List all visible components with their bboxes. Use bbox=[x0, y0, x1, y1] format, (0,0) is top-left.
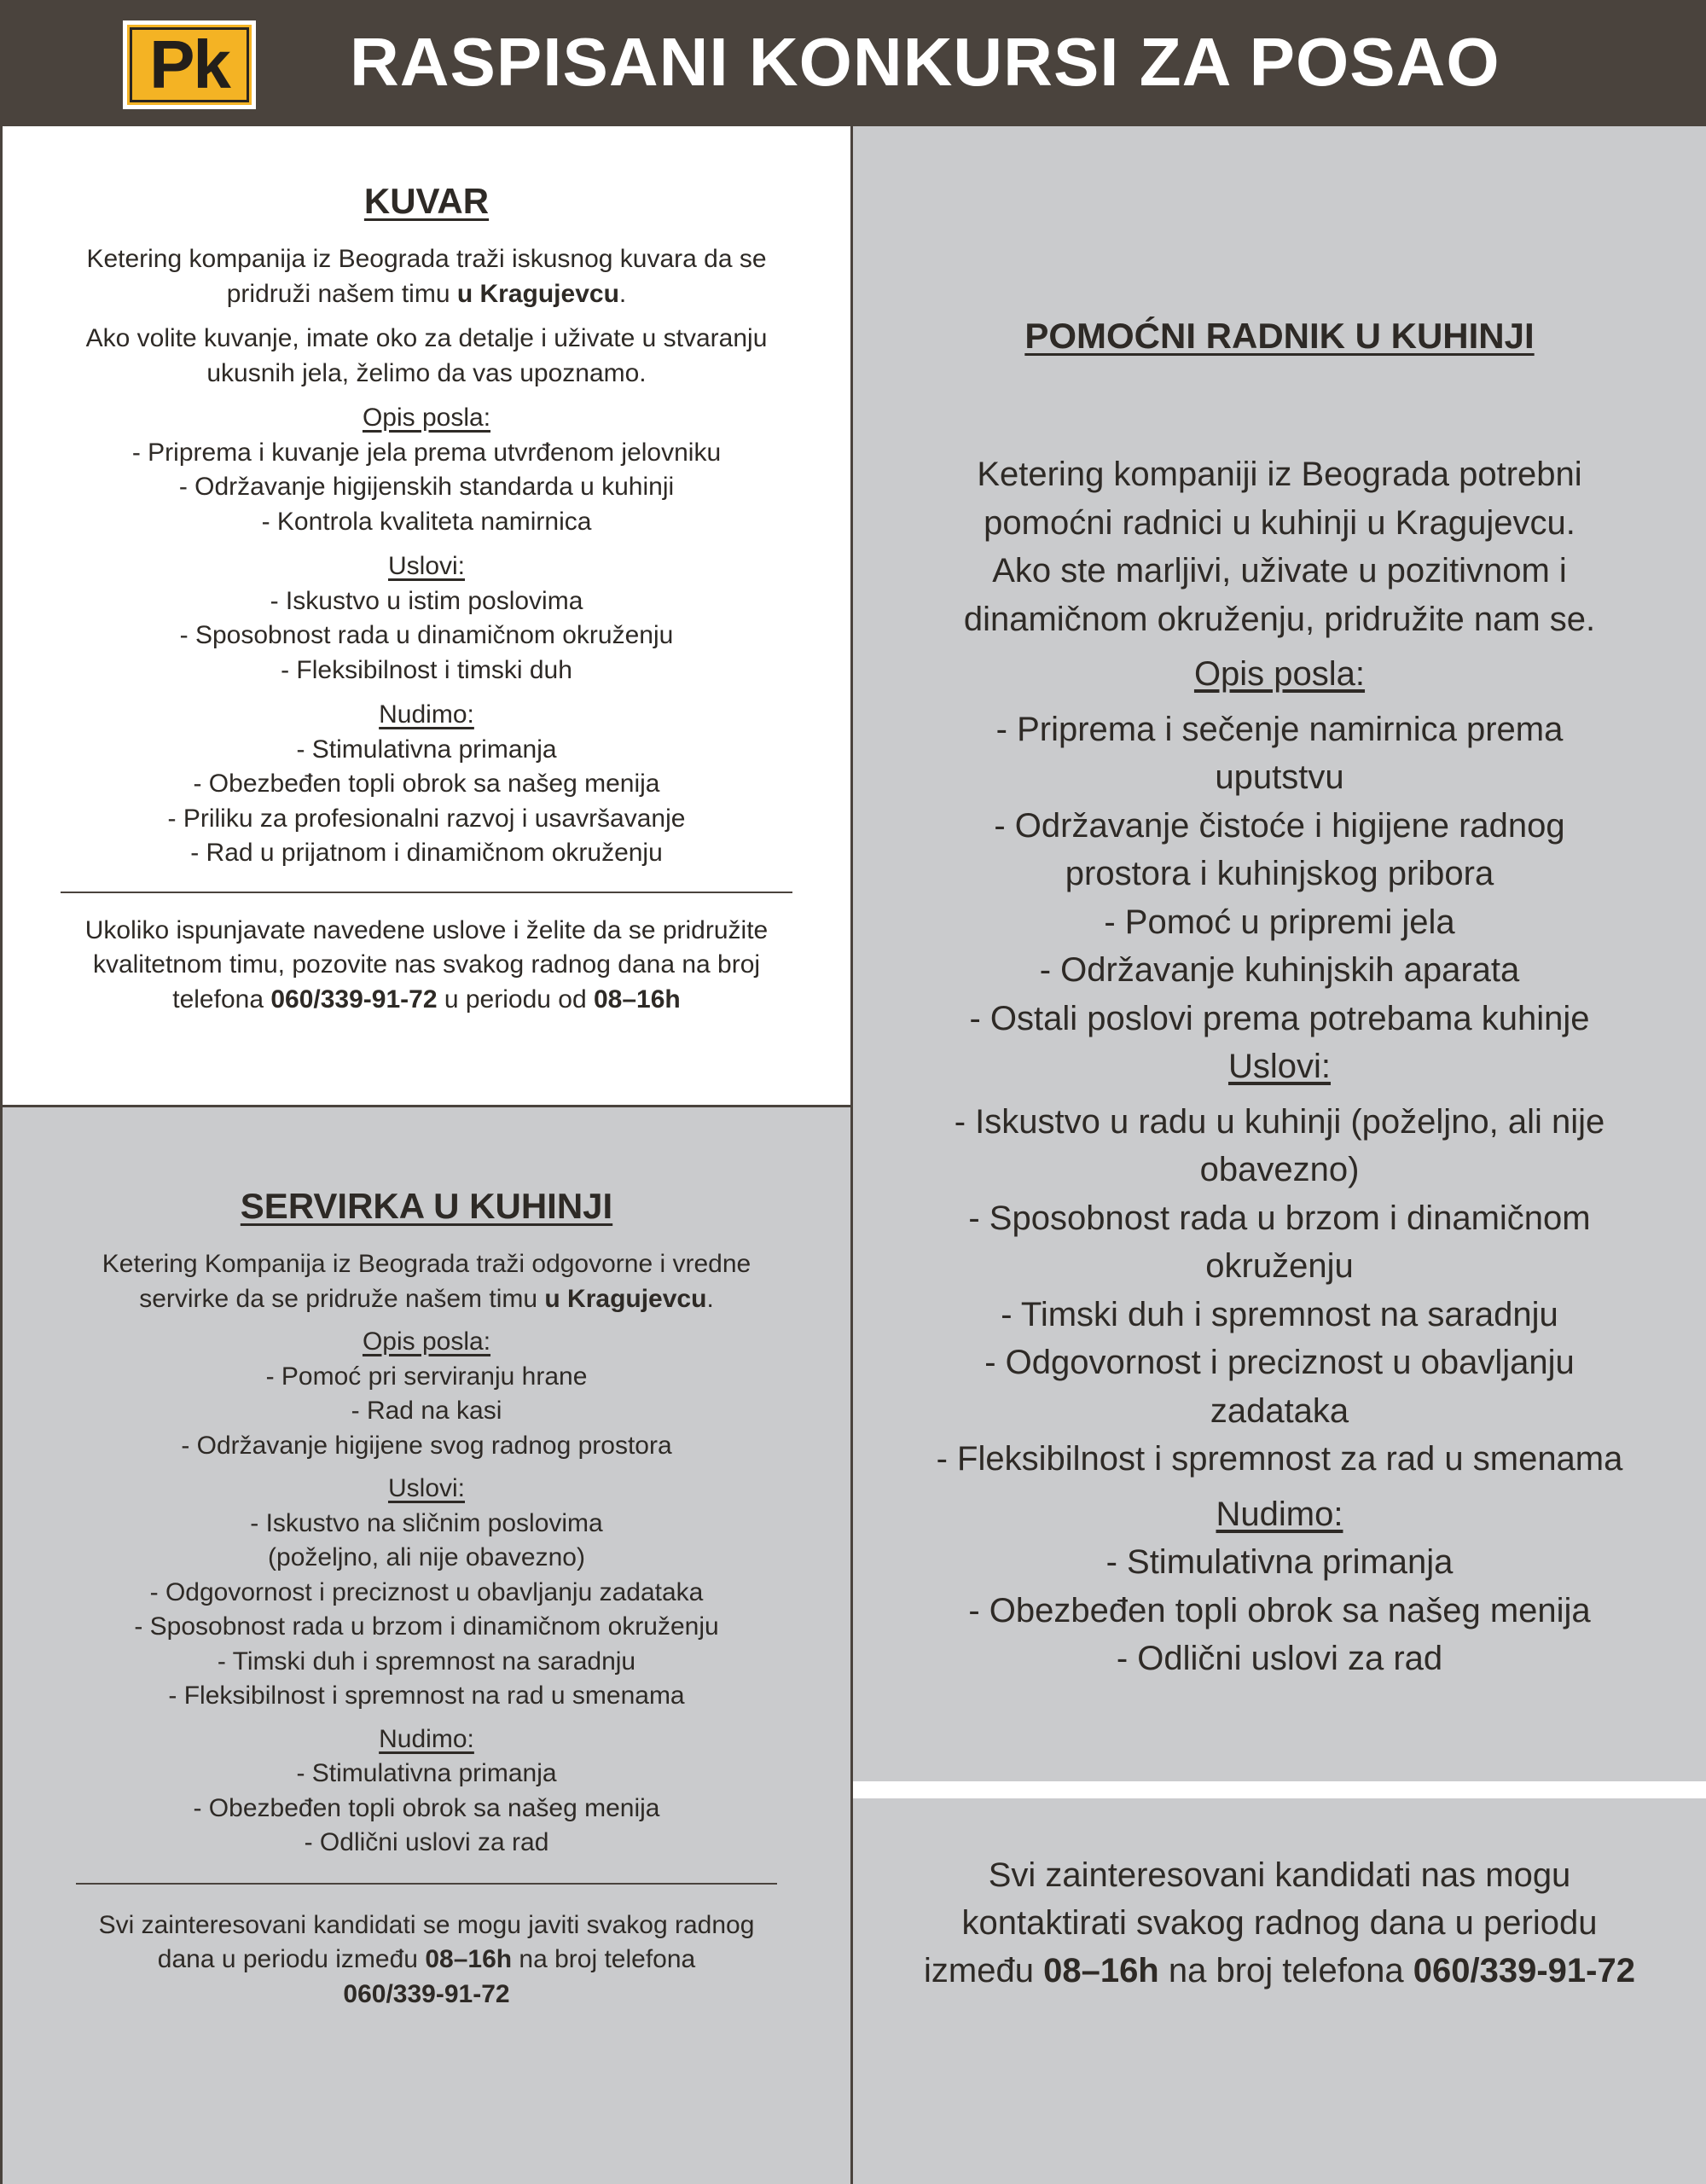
intro-line bbox=[3, 1282, 850, 1317]
intro-line: Ketering kompaniji iz Beograda potrebni bbox=[977, 456, 1582, 493]
location-bold: u Kragujevcu bbox=[544, 1284, 707, 1313]
working-hours: 08–16h bbox=[425, 1945, 513, 1973]
list-item: - Obezbeđen topli obrok sa našeg menija bbox=[193, 1793, 660, 1822]
list-item: - Sposobnost rada u brzom i dinamičnom bbox=[968, 1199, 1591, 1237]
section-label-nudimo: Nudimo: bbox=[1216, 1495, 1343, 1533]
list-item: - Odgovornost i preciznost u obavljanju zadataka bbox=[149, 1577, 704, 1606]
list-item: - Priprema i kuvanje jela prema utvrđenom jelovniku bbox=[131, 438, 722, 467]
job-ad-pomocni-radnik bbox=[853, 126, 1706, 1781]
contact-text: u periodu od bbox=[437, 985, 594, 1014]
contact-panel bbox=[853, 1798, 1706, 2184]
contact-line bbox=[853, 1947, 1706, 1995]
pk-logo: Pk bbox=[123, 20, 256, 109]
list-item: - Odlični uslovi za rad bbox=[304, 1828, 549, 1856]
contact-line bbox=[3, 1978, 850, 2013]
list-item: - Odgovornost i preciznost u obavljanju bbox=[984, 1344, 1575, 1381]
contact-text: telefona bbox=[172, 985, 271, 1014]
list-item: - Održavanje kuhinjskih aparata bbox=[1039, 951, 1520, 989]
section-label-uslovi: Uslovi: bbox=[387, 1474, 465, 1502]
contact-kuvar bbox=[3, 914, 850, 1018]
list-item: zadataka bbox=[1210, 1391, 1349, 1430]
section-label-opis: Opis posla: bbox=[1193, 655, 1366, 693]
section-label-uslovi: Uslovi: bbox=[387, 552, 465, 580]
phone-number: 060/339-91-72 bbox=[270, 985, 438, 1014]
contact-servirka bbox=[3, 1908, 850, 2013]
list-item: - Sposobnost rada u dinamičnom okruženju bbox=[179, 621, 674, 649]
job-title-kuvar: KUVAR bbox=[363, 181, 490, 221]
list-item: - Ostali poslovi prema potrebama kuhinje bbox=[969, 999, 1590, 1037]
intro-servirka bbox=[3, 1247, 850, 1861]
contact-line bbox=[3, 983, 850, 1018]
section-label-opis: Opis posla: bbox=[362, 1327, 491, 1356]
contact-line: kontaktirati svakog radnog dana u periodu bbox=[961, 1904, 1598, 1942]
list-item: (poželjno, ali nije obavezno) bbox=[268, 1543, 585, 1571]
list-item: - Iskustvo u istim poslovima bbox=[270, 586, 583, 615]
section-label-uslovi: Uslovi: bbox=[1227, 1048, 1332, 1085]
contact-text: na broj telefona bbox=[1158, 1952, 1413, 1989]
section-label-nudimo: Nudimo: bbox=[379, 700, 474, 729]
intro-line: pomoćni radnici u kuhinji u Kragujevcu. bbox=[984, 503, 1575, 542]
list-item: - Timski duh i spremnost na saradnju bbox=[1001, 1295, 1558, 1333]
list-item: okruženju bbox=[1205, 1247, 1354, 1285]
list-item: - Stimulativna primanja bbox=[296, 1759, 557, 1787]
list-item: uputstvu bbox=[1215, 758, 1344, 796]
list-item: - Priliku za profesionalni razvoj i usavršavanje bbox=[167, 804, 686, 833]
working-hours: 08–16h bbox=[1043, 1952, 1159, 1989]
list-item: - Održavanje higijenskih standarda u kuhinji bbox=[178, 473, 675, 501]
contact-text: dana u periodu između bbox=[157, 1945, 426, 1973]
contact-line: Svi zainteresovani kandidati se mogu javiti svakog radnog bbox=[98, 1910, 755, 1939]
intro-kuvar bbox=[3, 242, 850, 871]
location-bold: u Kragujevcu bbox=[456, 279, 619, 308]
contact-line: Svi zainteresovani kandidati nas mogu bbox=[988, 1856, 1571, 1894]
contact-line: Ukoliko ispunjavate navedene uslove i želite da se pridružite bbox=[84, 915, 769, 944]
list-item: - Pomoć pri serviranju hrane bbox=[265, 1362, 588, 1391]
job-ad-kuvar bbox=[0, 126, 853, 1107]
list-item: - Iskustvo u radu u kuhinji (poželjno, ali nije bbox=[954, 1102, 1605, 1141]
list-item: - Pomoć u pripremi jela bbox=[1104, 903, 1455, 941]
list-item: prostora i kuhinjskog pribora bbox=[1065, 855, 1494, 892]
list-item: - Obezbeđen topli obrok sa našeg menija bbox=[968, 1591, 1591, 1629]
intro-line bbox=[3, 277, 850, 312]
list-item: - Odlični uslovi za rad bbox=[1116, 1640, 1443, 1677]
intro-text: . bbox=[706, 1284, 714, 1313]
page-header bbox=[0, 0, 1706, 126]
list-item: - Stimulativna primanja bbox=[1105, 1543, 1454, 1581]
list-item: - Fleksibilnost i spremnost na rad u smenama bbox=[168, 1682, 685, 1710]
phone-number: 060/339-91-72 bbox=[343, 1979, 510, 2008]
phone-number: 060/339-91-72 bbox=[1413, 1952, 1635, 1989]
section-label-opis: Opis posla: bbox=[362, 404, 491, 432]
intro-line: dinamičnom okruženju, pridružite nam se. bbox=[963, 600, 1596, 638]
list-item: - Rad u prijatnom i dinamičnom okruženju bbox=[190, 839, 663, 867]
list-item: - Održavanje čistoće i higijene radnog bbox=[994, 806, 1565, 845]
panel-divider bbox=[853, 1781, 1706, 1798]
contact-line bbox=[3, 1943, 850, 1978]
list-item: - Timski duh i spremnost na saradnju bbox=[217, 1647, 636, 1676]
list-item: - Stimulativna primanja bbox=[296, 735, 557, 764]
intro-line: Ako ste marljivi, uživate u pozitivnom i bbox=[992, 552, 1567, 590]
list-item: - Priprema i sečenje namirnica prema bbox=[995, 710, 1564, 748]
intro-text: servirke da se pridruže našem timu bbox=[139, 1284, 545, 1313]
divider bbox=[61, 892, 792, 893]
list-item: - Fleksibilnost i spremnost za rad u smenama bbox=[936, 1440, 1623, 1478]
page-title: RASPISANI KONKURSI ZA POSAO bbox=[350, 24, 1500, 100]
job-ad-servirka bbox=[0, 1107, 853, 2184]
contact-line: kvalitetnom timu, pozovite nas svakog radnog dana na broj bbox=[92, 950, 761, 979]
list-item: - Kontrola kvaliteta namirnica bbox=[261, 507, 592, 536]
intro-line: Ako volite kuvanje, imate oko za detalje i uživate u stvaranju bbox=[85, 324, 768, 352]
divider bbox=[76, 1883, 777, 1885]
intro-line: Ketering Kompanija iz Beograda traži odgovorne i vredne bbox=[102, 1250, 751, 1278]
job-title-servirka: SERVIRKA U KUHINJI bbox=[240, 1186, 613, 1226]
body-pomocni-radnik bbox=[853, 450, 1706, 1683]
intro-text: pridruži našem timu bbox=[226, 279, 457, 308]
intro-line: Ketering kompanija iz Beograda traži iskusnog kuvara da se bbox=[86, 245, 767, 273]
intro-line: ukusnih jela, želimo da vas upoznamo. bbox=[206, 358, 647, 387]
list-item: - Održavanje higijene svog radnog prostora bbox=[181, 1431, 672, 1460]
job-title-pomocni-radnik: POMOĆNI RADNIK U KUHINJI bbox=[1024, 316, 1535, 356]
working-hours: 08–16h bbox=[594, 985, 681, 1014]
contact-text-block bbox=[853, 1851, 1706, 1995]
list-item: - Sposobnost rada u brzom i dinamičnom okruženju bbox=[134, 1612, 719, 1641]
contact-text: na broj telefona bbox=[512, 1945, 696, 1973]
intro-text: . bbox=[618, 279, 627, 308]
list-item: - Obezbeđen topli obrok sa našeg menija bbox=[193, 770, 660, 798]
list-item: - Fleksibilnost i timski duh bbox=[281, 655, 572, 684]
list-item: obavezno) bbox=[1199, 1151, 1360, 1188]
contact-text: između bbox=[924, 1952, 1044, 1989]
list-item: - Iskustvo na sličnim poslovima bbox=[250, 1508, 603, 1537]
section-label-nudimo: Nudimo: bbox=[379, 1724, 474, 1753]
list-item: - Rad na kasi bbox=[351, 1397, 502, 1425]
